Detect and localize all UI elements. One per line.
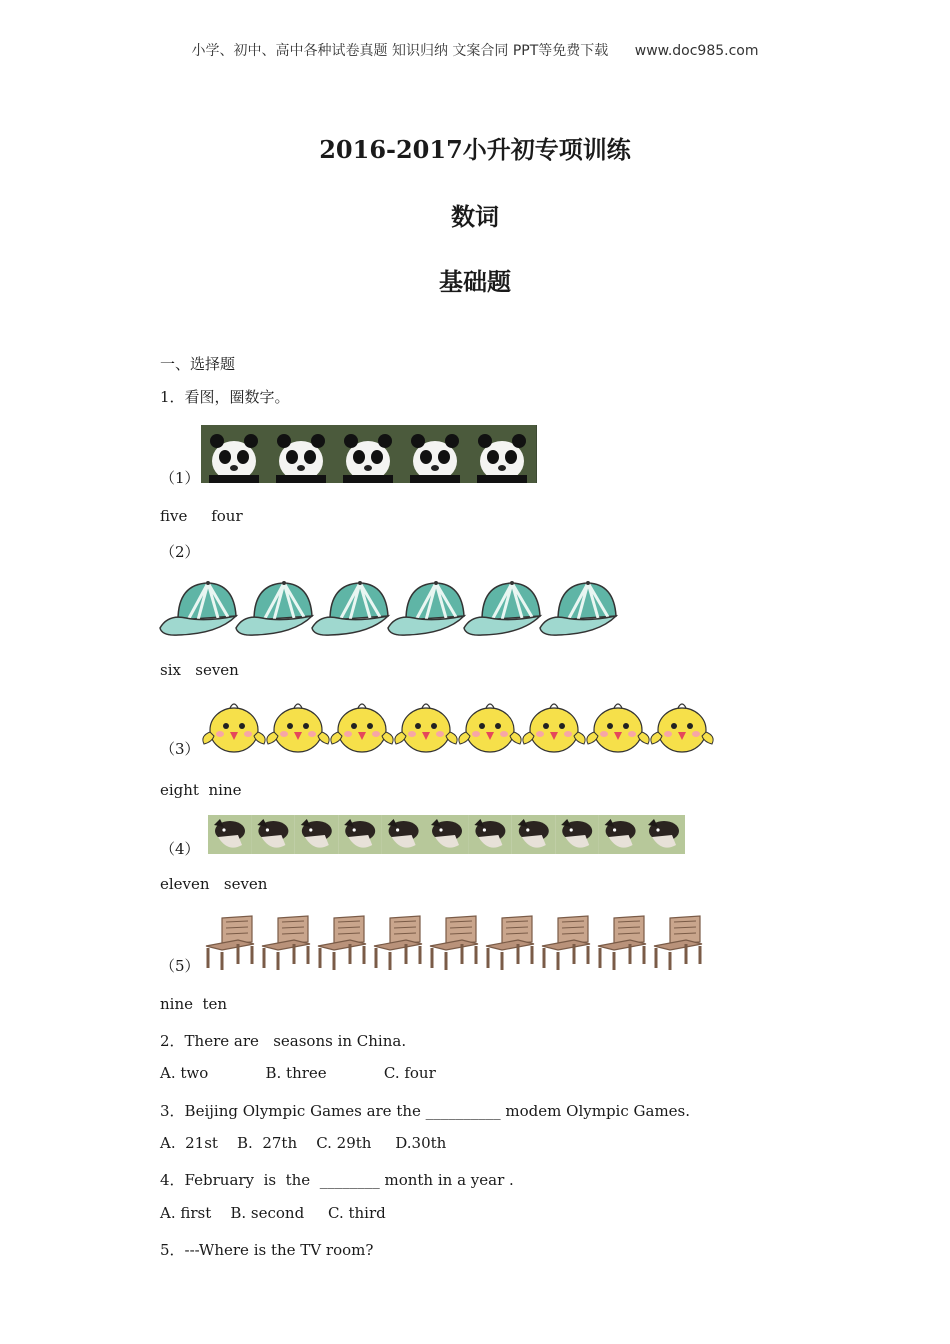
panda-icon <box>201 425 537 483</box>
main-title: 2016-2017小升初专项训练 <box>319 135 631 164</box>
header-site: www.doc985.com <box>634 43 759 59</box>
q2-options: A. two B. three C. four <box>160 1064 436 1082</box>
q1-item2-options: six seven <box>160 661 239 679</box>
sub-title: 数词 <box>451 202 499 231</box>
cap-icon <box>158 580 618 640</box>
q1-item5-label: （5） <box>160 957 200 975</box>
q5-stem: 5．---Where is the TV room? <box>160 1241 374 1259</box>
q1-item3-options: eight nine <box>160 781 242 799</box>
chair-image <box>200 914 708 972</box>
dog-icon <box>208 815 685 854</box>
panda-image <box>201 425 537 483</box>
q3-stem: 3．Beijing Olympic Games are the __________ modem Olympic Games. <box>160 1102 691 1120</box>
header-text: 小学、初中、高中各种试卷真题 知识归纳 文案合同 PPT等免费下载 <box>191 43 609 59</box>
q1-item4-options: eleven seven <box>160 875 268 893</box>
chair-icon <box>200 914 708 972</box>
q4-options: A. first B. second C. third <box>160 1204 386 1222</box>
q2-stem: 2．There are seasons in China. <box>160 1032 407 1050</box>
chick-image <box>200 700 722 756</box>
page-header <box>0 40 950 60</box>
q1-item1-label: （1） <box>160 469 200 487</box>
level-title: 基础题 <box>439 267 511 296</box>
q1-item1-options: five four <box>160 507 243 525</box>
q1-item4-label: （4） <box>160 840 200 858</box>
chick-icon <box>200 700 722 756</box>
q4-stem: 4．February is the ________ month in a year . <box>160 1171 514 1189</box>
q1-item3-label: （3） <box>160 740 200 758</box>
section-heading: 一、选择题 <box>160 355 236 373</box>
q1-item2-label: （2） <box>160 543 200 561</box>
dog-image <box>208 815 685 854</box>
q3-options: A. 21st B. 27th C. 29th D.30th <box>160 1134 447 1152</box>
cap-image <box>158 580 618 640</box>
q1-item5-options: nine ten <box>160 995 228 1013</box>
q1-stem: 1．看图，圈数字。 <box>160 388 290 406</box>
